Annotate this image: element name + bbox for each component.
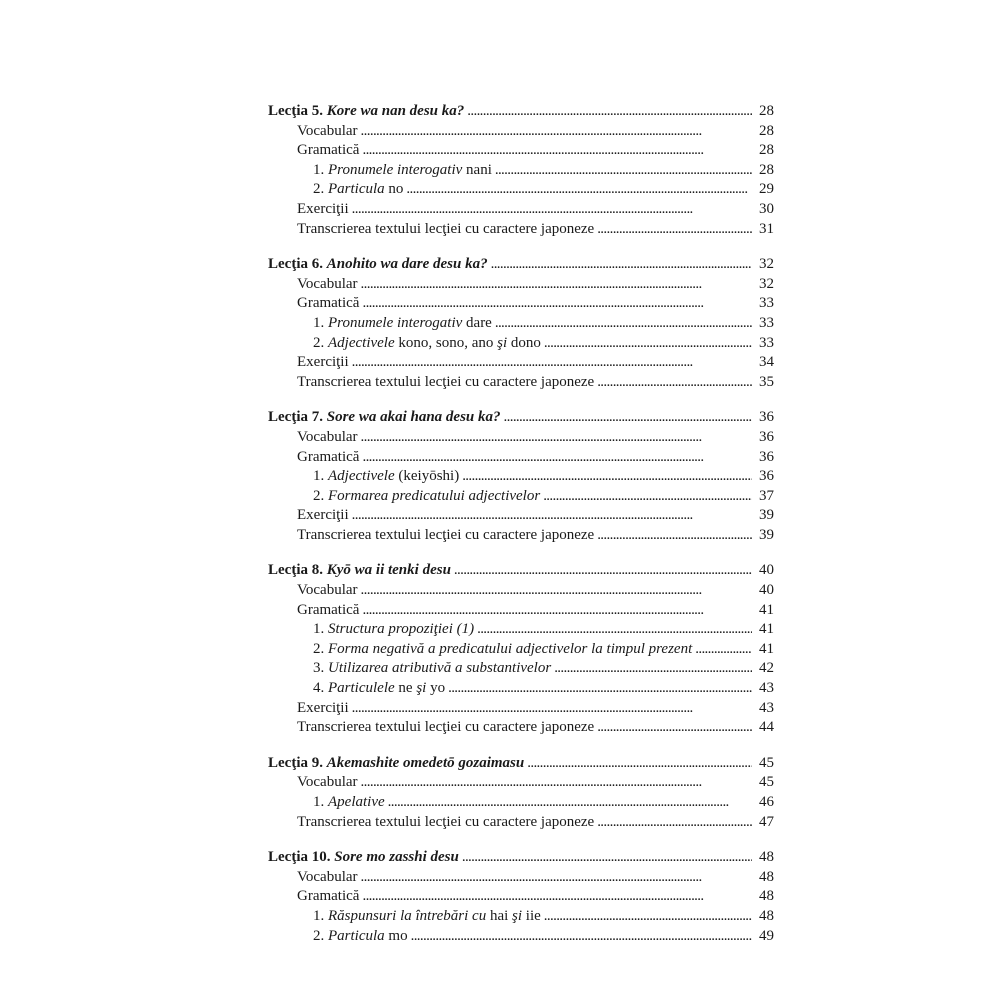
dot-leader	[454, 561, 752, 581]
toc-lesson-group	[268, 255, 774, 392]
toc-title-part: Răspunsuri la întrebări cu	[328, 907, 487, 924]
toc-page-number: 43	[759, 699, 774, 716]
toc-title-part: Vocabular	[297, 582, 358, 599]
toc-page-number: 46	[759, 794, 774, 810]
toc-entry-title	[313, 467, 459, 487]
toc-title-part: Particula	[328, 181, 385, 198]
toc-page-number: 41	[759, 621, 774, 638]
toc-entry-title	[268, 102, 464, 122]
dot-leader	[352, 353, 752, 373]
toc-entry[interactable]	[268, 773, 774, 793]
toc-title-part: Exerciţii	[297, 200, 349, 217]
toc-title-part: (keiyōshi)	[394, 468, 460, 485]
dot-leader	[361, 581, 752, 601]
toc-entry-title	[297, 887, 359, 907]
toc-title-part: Exerciţii	[297, 507, 349, 524]
toc-entry-title	[297, 141, 359, 161]
toc-title-part: Lecţia 8.	[268, 562, 327, 579]
toc-entry-title	[313, 793, 385, 813]
toc-page-number: 44	[759, 719, 774, 736]
toc-entry[interactable]	[268, 927, 774, 947]
toc-page-number: 31	[759, 220, 774, 237]
dot-leader	[361, 868, 752, 888]
toc-entry-title	[297, 868, 358, 888]
toc-title-part: dare	[462, 314, 492, 331]
toc-entry[interactable]	[268, 334, 774, 354]
toc-page-number: 47	[759, 813, 774, 830]
dot-leader	[462, 467, 752, 487]
toc-title-part: nani	[462, 161, 492, 178]
toc-entry-title	[297, 122, 358, 142]
toc-title-part: yo	[426, 680, 446, 697]
toc-page-number: 48	[759, 888, 774, 905]
toc-title-part: Lecţia 7.	[268, 409, 327, 426]
toc-entry-title	[297, 813, 594, 833]
dot-leader	[597, 220, 752, 240]
toc-title-part: şi	[512, 907, 523, 924]
toc-title-part: Vocabular	[297, 868, 358, 885]
toc-entry[interactable]	[268, 679, 774, 699]
dot-leader	[362, 294, 752, 314]
toc-entry-title	[297, 601, 359, 621]
toc-entry[interactable]	[268, 220, 774, 240]
toc-entry[interactable]	[268, 314, 774, 334]
toc-title-part: Lecţia 9.	[268, 754, 327, 771]
toc-page-number: 41	[759, 640, 774, 657]
toc-page-number: 49	[759, 927, 774, 944]
toc-title-part: Adjectivele	[328, 468, 395, 485]
toc-title-part: 3.	[313, 660, 328, 677]
toc-title-part: Formarea predicatului adjectivelor	[328, 487, 541, 504]
dot-leader	[597, 373, 752, 393]
toc-entry[interactable]	[268, 200, 774, 220]
toc-page-number: 41	[759, 601, 774, 618]
toc-lesson-group	[268, 561, 774, 737]
toc-entry-title	[313, 640, 692, 660]
toc-title-part: Transcrierea textului lecţiei cu caractere japoneze	[297, 526, 595, 543]
toc-title-part: Particulele	[328, 680, 395, 697]
dot-leader	[352, 506, 752, 526]
toc-entry[interactable]	[268, 793, 774, 813]
toc-entry-title	[297, 699, 349, 719]
dot-leader	[362, 601, 752, 621]
toc-lesson-group	[268, 754, 774, 832]
toc-title-part: şi	[497, 334, 508, 351]
toc-entry-title	[297, 200, 349, 220]
toc-title-part: Akemashite omedetō gozaimasu	[326, 754, 525, 771]
dot-leader	[495, 314, 752, 334]
dot-leader	[597, 813, 752, 833]
toc-title-part: Exerciţii	[297, 699, 349, 716]
toc-entry[interactable]	[268, 353, 774, 373]
toc-entry[interactable]	[268, 373, 774, 393]
toc-entry[interactable]	[268, 640, 774, 660]
dot-leader	[362, 448, 752, 468]
toc-page-number: 28	[759, 142, 774, 159]
dot-leader	[462, 848, 752, 868]
toc-title-part: Lecţia 5.	[268, 103, 327, 119]
toc-entry-title	[297, 506, 349, 526]
dot-leader	[554, 659, 752, 679]
toc-title-part: Vocabular	[297, 275, 358, 292]
toc-title-part: Particula	[328, 927, 385, 944]
toc-title-part: 2.	[313, 487, 328, 504]
toc-entry-title	[313, 161, 492, 181]
toc-title-part: 4.	[313, 680, 328, 697]
toc-entry[interactable]	[268, 161, 774, 181]
toc-title-part: Vocabular	[297, 428, 358, 445]
toc-entry[interactable]	[268, 887, 774, 907]
toc-page-number: 36	[759, 448, 774, 465]
toc-title-part: hai	[486, 907, 513, 924]
toc-entry[interactable]	[268, 601, 774, 621]
toc-title-part: Adjectivele	[328, 334, 395, 351]
toc-title-part: Gramatică	[297, 888, 360, 905]
dot-leader	[352, 699, 752, 719]
toc-entry-title	[297, 428, 358, 448]
toc-title-part: Apelative	[328, 794, 385, 810]
toc-lesson-group	[268, 848, 774, 946]
dot-leader	[448, 679, 752, 699]
toc-entry-title	[297, 773, 358, 793]
toc-title-part: Kore wa nan desu ka?	[326, 103, 465, 119]
toc-entry[interactable]	[268, 180, 774, 200]
toc-entry-title	[297, 581, 358, 601]
toc-title-part: 1.	[313, 468, 328, 485]
toc-title-part: 2.	[313, 640, 328, 657]
toc-entry-title	[297, 275, 358, 295]
toc-title-part: 2.	[313, 181, 328, 198]
dot-leader	[362, 887, 752, 907]
toc-entry[interactable]	[268, 581, 774, 601]
toc-entry-title	[268, 848, 459, 868]
toc-page-number: 33	[759, 295, 774, 312]
toc-entry-title	[313, 487, 540, 507]
toc-entry[interactable]	[268, 620, 774, 640]
toc-page-number: 45	[759, 774, 774, 791]
toc-page-number: 32	[759, 256, 774, 273]
toc-entry-title	[297, 448, 359, 468]
dot-leader	[361, 773, 752, 793]
toc-page-number: 36	[759, 409, 774, 426]
toc-title-part: 1.	[313, 161, 328, 178]
toc-title-part: Kyō wa ii tenki desu	[326, 562, 451, 579]
toc-page-number: 43	[759, 680, 774, 697]
toc-title-part: Transcrierea textului lecţiei cu caractere japoneze	[297, 719, 595, 736]
toc-title-part: Exerciţii	[297, 354, 349, 371]
toc-entry[interactable]	[268, 868, 774, 888]
toc-title-part: Forma negativă a predicatului adjectivelor la timpul prezent	[328, 640, 693, 657]
toc-page-number: 39	[759, 526, 774, 543]
toc-title-part: 1.	[313, 794, 328, 810]
toc-title-part: 2.	[313, 927, 328, 944]
toc-lesson-heading[interactable]	[268, 102, 774, 122]
toc-page-number: 45	[759, 754, 774, 771]
toc-page-number: 36	[759, 468, 774, 485]
toc-entry-title	[313, 314, 492, 334]
dot-leader	[362, 141, 752, 161]
toc-page-number: 42	[759, 660, 774, 677]
toc-title-part: Lecţia 10.	[268, 849, 335, 866]
toc-entry-title	[268, 408, 501, 428]
toc-title-part: Transcrierea textului lecţiei cu caractere japoneze	[297, 373, 595, 390]
toc-title-part: Anohito wa dare desu ka?	[326, 256, 488, 273]
toc-entry-title	[297, 526, 594, 546]
dot-leader	[543, 487, 752, 507]
toc-entry[interactable]	[268, 506, 774, 526]
dot-leader	[597, 526, 752, 546]
toc-entry[interactable]	[268, 122, 774, 142]
toc-page-number: 28	[759, 122, 774, 139]
toc-title-part: 2.	[313, 334, 328, 351]
toc-lesson-heading[interactable]	[268, 408, 774, 428]
table-of-contents	[268, 102, 774, 962]
toc-page-number: 33	[759, 334, 774, 351]
toc-entry[interactable]	[268, 467, 774, 487]
dot-leader	[527, 754, 752, 774]
dot-leader	[495, 161, 752, 181]
toc-title-part: Vocabular	[297, 774, 358, 791]
toc-title-part: Sore mo zasshi desu	[334, 849, 459, 866]
toc-title-part: ne	[394, 680, 417, 697]
toc-lesson-heading[interactable]	[268, 848, 774, 868]
toc-title-part: 1.	[313, 314, 328, 331]
dot-leader	[544, 334, 752, 354]
toc-entry-title	[297, 373, 594, 393]
toc-entry-title	[297, 718, 594, 738]
toc-entry-title	[313, 659, 551, 679]
toc-title-part: Pronumele interogativ	[328, 161, 463, 178]
dot-leader	[467, 102, 752, 122]
toc-entry-title	[297, 294, 359, 314]
toc-page-number: 32	[759, 275, 774, 292]
toc-title-part: Transcrierea textului lecţiei cu caractere japoneze	[297, 813, 595, 830]
toc-title-part: no	[384, 181, 404, 198]
toc-title-part: iie	[522, 907, 541, 924]
toc-entry[interactable]	[268, 487, 774, 507]
toc-page-number: 33	[759, 314, 774, 331]
dot-leader	[477, 620, 752, 640]
toc-page-number: 29	[759, 181, 774, 198]
toc-entry-title	[268, 754, 524, 774]
dot-leader	[406, 180, 752, 200]
toc-title-part: 1.	[313, 907, 328, 924]
toc-title-part: Vocabular	[297, 122, 358, 139]
toc-page-number: 40	[759, 562, 774, 579]
toc-entry-title	[313, 180, 403, 200]
toc-page-number: 48	[759, 907, 774, 924]
dot-leader	[352, 200, 752, 220]
toc-lesson-heading[interactable]	[268, 754, 774, 774]
toc-entry-title	[297, 353, 349, 373]
toc-entry-title	[313, 927, 408, 947]
toc-page-number: 48	[759, 849, 774, 866]
toc-lesson-heading[interactable]	[268, 255, 774, 275]
dot-leader	[695, 640, 752, 660]
toc-page-number: 28	[759, 103, 774, 119]
toc-entry[interactable]	[268, 275, 774, 295]
toc-page-number: 36	[759, 428, 774, 445]
toc-title-part: Utilizarea atributivă a substantivelor	[328, 660, 552, 677]
dot-leader	[411, 927, 752, 947]
toc-page-number: 48	[759, 868, 774, 885]
toc-page-number: 30	[759, 200, 774, 217]
toc-page-number: 39	[759, 507, 774, 524]
toc-page-number: 37	[759, 487, 774, 504]
toc-page-number: 40	[759, 582, 774, 599]
toc-title-part: Gramatică	[297, 142, 360, 159]
toc-entry[interactable]	[268, 141, 774, 161]
toc-entry-title	[297, 220, 594, 240]
toc-title-part: dono	[507, 334, 541, 351]
toc-entry[interactable]	[268, 526, 774, 546]
toc-entry[interactable]	[268, 659, 774, 679]
dot-leader	[361, 275, 752, 295]
toc-title-part: Transcrierea textului lecţiei cu caractere japoneze	[297, 220, 595, 237]
toc-title-part: Gramatică	[297, 295, 360, 312]
toc-title-part: Gramatică	[297, 601, 360, 618]
toc-entry[interactable]	[268, 428, 774, 448]
toc-entry[interactable]	[268, 448, 774, 468]
toc-entry-title	[268, 561, 451, 581]
toc-entry[interactable]	[268, 294, 774, 314]
toc-title-part: Lecţia 6.	[268, 256, 327, 273]
toc-entry[interactable]	[268, 907, 774, 927]
toc-title-part: Pronumele interogativ	[328, 314, 463, 331]
dot-leader	[361, 428, 752, 448]
toc-title-part: 1.	[313, 621, 328, 638]
toc-entry-title	[313, 907, 541, 927]
dot-leader	[597, 718, 752, 738]
toc-entry-title	[268, 255, 488, 275]
toc-entry[interactable]	[268, 718, 774, 738]
toc-lesson-heading[interactable]	[268, 561, 774, 581]
toc-entry-title	[313, 620, 474, 640]
dot-leader	[388, 793, 752, 813]
toc-title-part: mo	[384, 927, 408, 944]
toc-entry-title	[313, 679, 445, 699]
toc-title-part: kono, sono, ano	[394, 334, 498, 351]
toc-lesson-group	[268, 102, 774, 239]
toc-page-number: 35	[759, 373, 774, 390]
toc-entry[interactable]	[268, 699, 774, 719]
toc-title-part: Structura propoziţiei (1)	[328, 621, 475, 638]
toc-page-number: 34	[759, 354, 774, 371]
toc-title-part: Gramatică	[297, 448, 360, 465]
toc-entry-title	[313, 334, 541, 354]
dot-leader	[504, 408, 752, 428]
dot-leader	[544, 907, 752, 927]
toc-page-number: 28	[759, 161, 774, 178]
dot-leader	[361, 122, 752, 142]
dot-leader	[491, 255, 752, 275]
toc-entry[interactable]	[268, 813, 774, 833]
toc-title-part: Sore wa akai hana desu ka?	[326, 409, 501, 426]
toc-lesson-group	[268, 408, 774, 545]
toc-title-part: şi	[416, 680, 427, 697]
